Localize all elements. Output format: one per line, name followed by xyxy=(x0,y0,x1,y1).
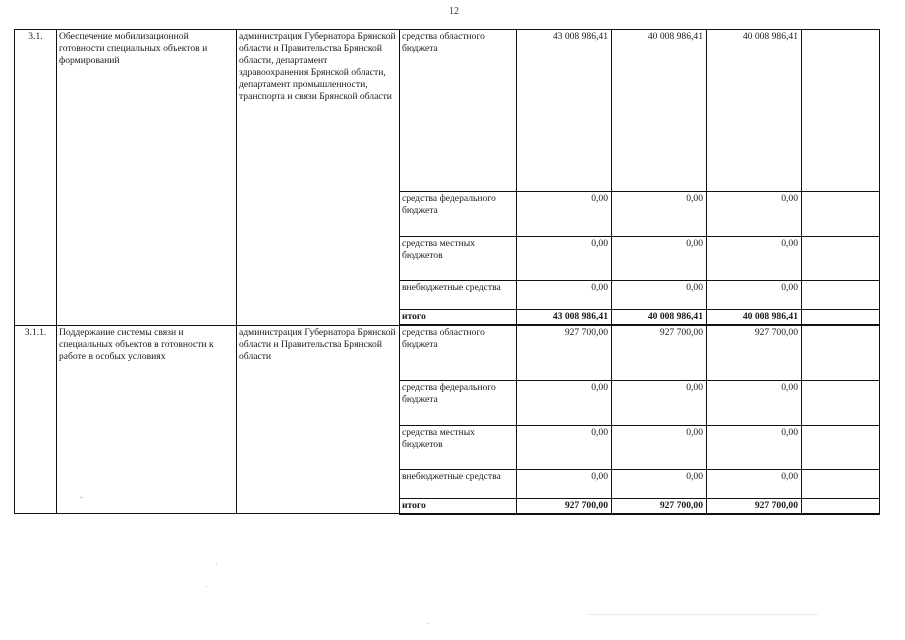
measure-title: Поддержание системы связи и специальных объектов в готовности к работе в особых условиях xyxy=(57,325,237,514)
value-cell: 0,00 xyxy=(707,237,802,281)
table-row xyxy=(15,30,880,192)
value-cell: 0,00 xyxy=(517,469,612,498)
total-value: 927 700,00 xyxy=(517,498,612,514)
executor-cell: администрация Губернатора Брянской области и Правительства Брянской области, департамент здравоохранения Брянской области, департамент промышленности, транспорта и связи Брянской области xyxy=(237,30,400,326)
funding-source: средства местных бюджетов xyxy=(400,425,517,469)
value-cell: 0,00 xyxy=(517,281,612,310)
value-cell: 0,00 xyxy=(707,425,802,469)
empty-cell xyxy=(802,498,880,514)
empty-cell xyxy=(802,425,880,469)
funding-source: внебюджетные средства xyxy=(400,281,517,310)
funding-source: средства областного бюджета xyxy=(400,30,517,192)
value-cell: 0,00 xyxy=(612,425,707,469)
value-cell: 40 008 986,41 xyxy=(707,30,802,192)
value-cell: 43 008 986,41 xyxy=(517,30,612,192)
empty-cell xyxy=(802,237,880,281)
page-number: 12 xyxy=(449,6,459,17)
value-cell: 0,00 xyxy=(707,380,802,425)
empty-cell xyxy=(802,380,880,425)
total-value: 43 008 986,41 xyxy=(517,310,612,326)
empty-cell xyxy=(802,325,880,380)
empty-cell xyxy=(802,281,880,310)
total-label: итого xyxy=(400,498,517,514)
value-cell: 0,00 xyxy=(612,469,707,498)
value-cell: 0,00 xyxy=(612,281,707,310)
total-value: 40 008 986,41 xyxy=(612,310,707,326)
value-cell: 927 700,00 xyxy=(517,325,612,380)
funding-source: средства федерального бюджета xyxy=(400,192,517,237)
empty-cell xyxy=(802,30,880,192)
empty-cell xyxy=(802,192,880,237)
funding-source: средства местных бюджетов xyxy=(400,237,517,281)
row-index: 3.1. xyxy=(15,30,57,326)
value-cell: 0,00 xyxy=(612,192,707,237)
value-cell: 0,00 xyxy=(612,380,707,425)
value-cell: 0,00 xyxy=(517,425,612,469)
measure-title: Обеспечение мобилизационной готовности специальных объектов и формирований xyxy=(57,30,237,326)
funding-source: внебюджетные средства xyxy=(400,469,517,498)
value-cell: 0,00 xyxy=(517,192,612,237)
funding-source: средства федерального бюджета xyxy=(400,380,517,425)
total-label: итого xyxy=(400,310,517,326)
empty-cell xyxy=(802,310,880,326)
total-value: 927 700,00 xyxy=(612,498,707,514)
value-cell: 0,00 xyxy=(517,380,612,425)
row-index: 3.1.1. xyxy=(15,325,57,514)
value-cell: 0,00 xyxy=(612,237,707,281)
scan-speck xyxy=(588,614,818,615)
funding-source: средства областного бюджета xyxy=(400,325,517,380)
value-cell: 927 700,00 xyxy=(612,325,707,380)
total-value: 927 700,00 xyxy=(707,498,802,514)
scan-speck xyxy=(206,586,207,587)
value-cell: 927 700,00 xyxy=(707,325,802,380)
value-cell: 0,00 xyxy=(707,192,802,237)
value-cell: 0,00 xyxy=(707,469,802,498)
scan-speck xyxy=(428,623,429,624)
scan-speck xyxy=(216,563,217,564)
empty-cell xyxy=(802,469,880,498)
budget-table xyxy=(14,29,880,515)
value-cell: 0,00 xyxy=(517,237,612,281)
executor-cell: администрация Губернатора Брянской области и Правительства Брянской области xyxy=(237,325,400,514)
table-row xyxy=(15,325,880,380)
value-cell: 0,00 xyxy=(707,281,802,310)
value-cell: 40 008 986,41 xyxy=(612,30,707,192)
total-value: 40 008 986,41 xyxy=(707,310,802,326)
